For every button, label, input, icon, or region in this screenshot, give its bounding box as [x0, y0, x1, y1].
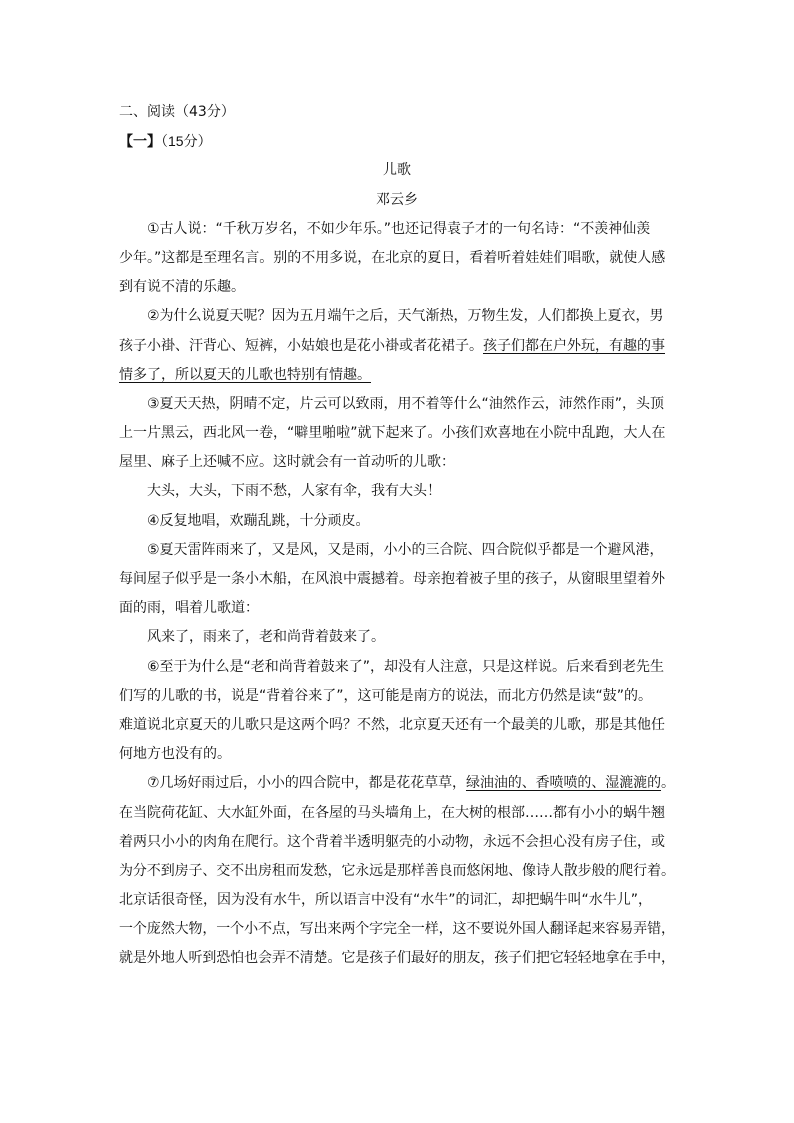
paragraph-7-line-1-end: 。 [661, 775, 675, 792]
paragraph-5-line-3: 面的雨，唱着儿歌道： [119, 600, 259, 617]
paragraph-6-line-3: 难道说北京夏天的儿歌只是这两个吗？不然，北京夏天还有一个最美的儿歌，那是其他任 [119, 716, 665, 733]
paragraph-6-line-2: 们写的儿歌的书，说是“背着谷来了”，这可能是南方的说法，而北方仍然是读“鼓”的。 [119, 687, 653, 704]
part-label [119, 127, 675, 156]
paragraph-2-line-2 [119, 332, 675, 361]
article-title: 儿歌 [383, 162, 411, 179]
paragraph-7-line-2: 在当院荷花缸、大水缸外面，在各屋的马头墙角上，在大树的根部……都有小小的蜗牛翘 [119, 804, 665, 821]
paragraph-6-line-4: 何地方也没有的。 [119, 746, 231, 763]
reading-section [119, 98, 675, 974]
paragraph-4-line-1: ④反复地唱，欢蹦乱跳，十分顽皮。 [147, 512, 370, 529]
song-1: 大头，大头，下雨不愁，人家有伞，我有大头！ [147, 483, 441, 500]
paragraph-7-line-1 [119, 769, 675, 798]
paragraph-7-line-4: 为分不到房子、交不出房租而发愁，它永远是那样善良而悠闲地、像诗人散步般的爬行着。 [119, 862, 675, 879]
paragraph-2-line-2-text: 孩子小褂、汗背心、短裤，小姑娘也是花小褂或者花裙子。 [119, 337, 483, 354]
paragraph-5-line-2: 每间屋子似乎是一条小木船，在风浪中震撼着。母亲抱着被子里的孩子，从窗眼里望着外 [119, 571, 665, 587]
paragraph-7-line-1-text: ⑦几场好雨过后，小小的四合院中，都是花花草草， [147, 775, 466, 792]
part-points: （15分） [161, 133, 212, 150]
paragraph-3-line-1: ③夏天天热，阴晴不定，片云可以致雨，用不着等什么“油然作云，沛然作雨”，头顶 [147, 395, 665, 412]
paragraph-2-line-1: ②为什么说夏天呢？因为五月端午之后，天气渐热，万物生发，人们都换上夏衣，男 [147, 308, 664, 325]
paragraph-1-line-2: 少年。”这都是至理名言。别的不用多说，在北京的夏日，看着听着娃娃们唱歌，就使人感 [119, 249, 666, 266]
underlined-sentence-end: 情多了，所以夏天的儿歌也特别有情趣。 [119, 366, 371, 383]
part-bracket: 【一】 [119, 134, 161, 151]
underlined-phrase: 绿油油的、香喷喷的、湿漉漉的 [465, 775, 662, 792]
article-author: 邓云乡 [376, 191, 418, 208]
paragraph-2-line-3 [119, 361, 675, 390]
song-2: 风来了，雨来了，老和尚背着鼓来了。 [147, 629, 385, 646]
paragraph-7-line-5: 北京话很奇怪，因为没有水牛，所以语言中没有“水牛”的词汇，却把蜗牛叫“水牛儿”， [119, 892, 653, 909]
paragraph-3-line-3: 屋里、麻子上还喊不应。这时就会有一首动听的儿歌： [119, 454, 455, 471]
paragraph-7-line-7: 就是外地人听到恐怕也会弄不清楚。它是孩子们最好的朋友，孩子们把它轻轻地拿在手中， [119, 950, 675, 967]
paragraph-7-line-3: 着两只小小的肉角在爬行。这个背着半透明躯壳的小动物，永远不会担心没有房子住，或 [119, 833, 665, 850]
paragraph-3-line-2: 上一片黑云，西北风一卷，“噼里啪啦”就下起来了。小孩们欢喜地在小院中乱跑，大人在 [119, 425, 666, 442]
paragraph-5-line-1: ⑤夏天雷阵雨来了，又是风，又是雨，小小的三合院、四合院似乎都是一个避风港， [147, 541, 664, 558]
paragraph-6-line-1: ⑥至于为什么是“老和尚背着鼓来了”，却没有人注意，只是这样说。后来看到老先生 [147, 658, 665, 675]
section-heading: 二、阅读（43分） [119, 104, 235, 120]
paragraph-7-line-6: 一个庞然大物，一个小不点，写出来两个字完全一样，这不要说外国人翻译起来容易弄错， [119, 921, 675, 938]
paragraph-1-line-1: ①古人说：“千秋万岁名，不如少年乐。”也还记得袁子才的一句名诗：“不羡神仙羡 [147, 220, 651, 237]
underlined-sentence-start: 孩子们都在户外玩，有趣的事 [483, 337, 665, 354]
paragraph-1-line-3: 到有说不清的乐趣。 [119, 279, 245, 296]
